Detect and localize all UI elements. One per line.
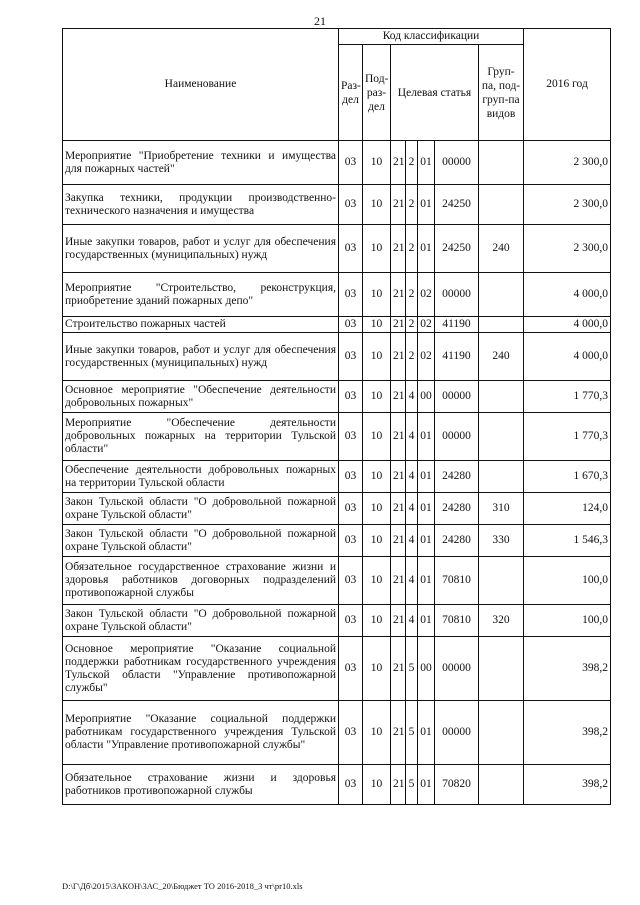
- row-program-code: 21: [391, 413, 406, 461]
- row-section: 03: [339, 141, 363, 185]
- row-subsection: 10: [363, 141, 391, 185]
- row-amount: 2 300,0: [524, 185, 611, 225]
- row-program-code: 21: [391, 701, 406, 765]
- row-subprogram-code: 4: [406, 525, 418, 557]
- row-event-code: 01: [418, 461, 435, 493]
- budget-table: [62, 28, 611, 805]
- row-section: 03: [339, 525, 363, 557]
- row-expense-group: [479, 413, 524, 461]
- row-program-code: 21: [391, 765, 406, 805]
- row-name: Закон Тульской области "О добровольной пожарной охране Тульской области": [63, 525, 339, 557]
- table-row: [63, 225, 611, 273]
- row-name: Строительство пожарных частей: [63, 317, 339, 333]
- row-event-code: 02: [418, 273, 435, 317]
- row-subsection: 10: [363, 333, 391, 381]
- row-amount: 1 770,3: [524, 381, 611, 413]
- file-path-footer: D:\Г\Дб\2015\ЗАКОН\ЗАС_20\Бюджет ТО 2016-2018_3 чт\pr10.xls: [62, 881, 303, 891]
- row-amount: 398,2: [524, 765, 611, 805]
- row-event-code: 01: [418, 701, 435, 765]
- table-row: [63, 461, 611, 493]
- row-direction-code: 00000: [435, 701, 479, 765]
- row-name: Мероприятие "Обеспечение деятельности добровольных пожарных на территории Тульской области": [63, 413, 339, 461]
- row-direction-code: 70810: [435, 557, 479, 605]
- row-subsection: 10: [363, 525, 391, 557]
- row-name: Мероприятие "Строительство, реконструкция, приобретение зданий пожарных депо": [63, 273, 339, 317]
- row-expense-group: [479, 185, 524, 225]
- row-program-code: 21: [391, 333, 406, 381]
- row-expense-group: 330: [479, 525, 524, 557]
- row-subprogram-code: 2: [406, 141, 418, 185]
- table-row: [63, 525, 611, 557]
- row-section: 03: [339, 381, 363, 413]
- row-amount: 1 670,3: [524, 461, 611, 493]
- row-direction-code: 00000: [435, 413, 479, 461]
- row-amount: 1 770,3: [524, 413, 611, 461]
- row-program-code: 21: [391, 557, 406, 605]
- row-name: Мероприятие "Приобретение техники и имущества для пожарных частей": [63, 141, 339, 185]
- row-expense-group: [479, 637, 524, 701]
- table-row: [63, 637, 611, 701]
- row-program-code: 21: [391, 317, 406, 333]
- table-row: [63, 333, 611, 381]
- row-event-code: 01: [418, 605, 435, 637]
- row-subsection: 10: [363, 557, 391, 605]
- row-expense-group: [479, 317, 524, 333]
- row-subsection: 10: [363, 225, 391, 273]
- row-expense-group: [479, 141, 524, 185]
- table-row: [63, 273, 611, 317]
- row-name: Обязательное страхование жизни и здоровья работников противопожарной службы: [63, 765, 339, 805]
- row-program-code: 21: [391, 637, 406, 701]
- row-amount: 1 546,3: [524, 525, 611, 557]
- row-program-code: 21: [391, 525, 406, 557]
- row-amount: 398,2: [524, 701, 611, 765]
- row-amount: 2 300,0: [524, 141, 611, 185]
- row-event-code: 02: [418, 333, 435, 381]
- row-section: 03: [339, 317, 363, 333]
- row-program-code: 21: [391, 185, 406, 225]
- row-direction-code: 41190: [435, 333, 479, 381]
- header-subsection: Под-раз-дел: [363, 45, 391, 141]
- header-section: Раз-дел: [339, 45, 363, 141]
- row-subsection: 10: [363, 701, 391, 765]
- row-subprogram-code: 4: [406, 381, 418, 413]
- row-section: 03: [339, 765, 363, 805]
- row-direction-code: 24280: [435, 493, 479, 525]
- row-expense-group: [479, 765, 524, 805]
- row-section: 03: [339, 273, 363, 317]
- row-direction-code: 70810: [435, 605, 479, 637]
- row-direction-code: 24250: [435, 225, 479, 273]
- row-event-code: 01: [418, 225, 435, 273]
- row-subsection: 10: [363, 273, 391, 317]
- row-expense-group: [479, 381, 524, 413]
- row-program-code: 21: [391, 273, 406, 317]
- row-name: Закон Тульской области "О добровольной пожарной охране Тульской области": [63, 605, 339, 637]
- page-number: 21: [314, 14, 326, 28]
- header-year: 2016 год: [524, 29, 611, 141]
- row-program-code: 21: [391, 605, 406, 637]
- row-event-code: 02: [418, 317, 435, 333]
- row-name: Мероприятие "Оказание социальной поддержки работникам государственного учреждения Тульской области "Управление противопожарной службы": [63, 701, 339, 765]
- row-direction-code: 00000: [435, 141, 479, 185]
- row-subsection: 10: [363, 381, 391, 413]
- row-section: 03: [339, 185, 363, 225]
- row-subprogram-code: 2: [406, 317, 418, 333]
- row-subprogram-code: 4: [406, 413, 418, 461]
- row-name: Закон Тульской области "О добровольной пожарной охране Тульской области": [63, 493, 339, 525]
- row-expense-group: 240: [479, 225, 524, 273]
- row-program-code: 21: [391, 225, 406, 273]
- row-subprogram-code: 2: [406, 185, 418, 225]
- row-amount: 4 000,0: [524, 333, 611, 381]
- row-name: Обеспечение деятельности добровольных пожарных на территории Тульской области: [63, 461, 339, 493]
- row-expense-group: 240: [479, 333, 524, 381]
- row-subsection: 10: [363, 637, 391, 701]
- row-program-code: 21: [391, 461, 406, 493]
- table-row: [63, 381, 611, 413]
- table-row: [63, 317, 611, 333]
- row-subsection: 10: [363, 461, 391, 493]
- row-subsection: 10: [363, 493, 391, 525]
- row-amount: 2 300,0: [524, 225, 611, 273]
- row-amount: 4 000,0: [524, 317, 611, 333]
- table-row: [63, 557, 611, 605]
- row-subprogram-code: 2: [406, 333, 418, 381]
- row-expense-group: [479, 557, 524, 605]
- row-event-code: 01: [418, 493, 435, 525]
- row-name: Основное мероприятие "Обеспечение деятельности добровольных пожарных": [63, 381, 339, 413]
- row-section: 03: [339, 225, 363, 273]
- row-direction-code: 70820: [435, 765, 479, 805]
- row-section: 03: [339, 605, 363, 637]
- row-name: Иные закупки товаров, работ и услуг для обеспечения государственных (муниципальных) нужд: [63, 225, 339, 273]
- row-subprogram-code: 4: [406, 493, 418, 525]
- row-subprogram-code: 5: [406, 765, 418, 805]
- row-amount: 124,0: [524, 493, 611, 525]
- row-expense-group: [479, 461, 524, 493]
- row-subprogram-code: 2: [406, 225, 418, 273]
- table-row: [63, 141, 611, 185]
- row-program-code: 21: [391, 141, 406, 185]
- row-direction-code: 41190: [435, 317, 479, 333]
- row-expense-group: 310: [479, 493, 524, 525]
- row-subsection: 10: [363, 317, 391, 333]
- header-target-article: Целевая статья: [391, 45, 479, 141]
- header-classification: Код классификации: [339, 29, 524, 45]
- row-direction-code: 24250: [435, 185, 479, 225]
- row-section: 03: [339, 333, 363, 381]
- row-subprogram-code: 5: [406, 701, 418, 765]
- row-section: 03: [339, 461, 363, 493]
- row-subprogram-code: 2: [406, 273, 418, 317]
- row-event-code: 01: [418, 413, 435, 461]
- row-direction-code: 00000: [435, 637, 479, 701]
- row-name: Основное мероприятие "Оказание социальной поддержки работникам государственного учреждения Тульской области "Управление противопожарной службы": [63, 637, 339, 701]
- row-amount: 398,2: [524, 637, 611, 701]
- row-subsection: 10: [363, 185, 391, 225]
- row-event-code: 01: [418, 141, 435, 185]
- table-row: [63, 765, 611, 805]
- row-event-code: 01: [418, 765, 435, 805]
- row-event-code: 01: [418, 525, 435, 557]
- table-row: [63, 185, 611, 225]
- table-row: [63, 413, 611, 461]
- row-section: 03: [339, 701, 363, 765]
- row-name: Обязательное государственное страхование жизни и здоровья работников договорных подразделений противопожарной службы: [63, 557, 339, 605]
- row-event-code: 01: [418, 185, 435, 225]
- row-program-code: 21: [391, 381, 406, 413]
- row-amount: 100,0: [524, 605, 611, 637]
- row-subprogram-code: 5: [406, 637, 418, 701]
- row-name: Закупка техники, продукции производственно-технического назначения и имущества: [63, 185, 339, 225]
- row-direction-code: 24280: [435, 461, 479, 493]
- row-subsection: 10: [363, 765, 391, 805]
- row-subprogram-code: 4: [406, 461, 418, 493]
- row-direction-code: 00000: [435, 273, 479, 317]
- row-subprogram-code: 4: [406, 605, 418, 637]
- row-section: 03: [339, 557, 363, 605]
- row-event-code: 00: [418, 637, 435, 701]
- table-row: [63, 493, 611, 525]
- row-event-code: 00: [418, 381, 435, 413]
- row-amount: 100,0: [524, 557, 611, 605]
- row-program-code: 21: [391, 493, 406, 525]
- row-subsection: 10: [363, 605, 391, 637]
- row-expense-group: [479, 273, 524, 317]
- header-expense-group: Груп-па, под-груп-па видов: [479, 45, 524, 141]
- table-row: [63, 701, 611, 765]
- row-amount: 4 000,0: [524, 273, 611, 317]
- row-event-code: 01: [418, 557, 435, 605]
- row-section: 03: [339, 493, 363, 525]
- row-direction-code: 24280: [435, 525, 479, 557]
- row-direction-code: 00000: [435, 381, 479, 413]
- row-expense-group: 320: [479, 605, 524, 637]
- row-section: 03: [339, 637, 363, 701]
- header-name: Наименование: [63, 29, 339, 141]
- row-expense-group: [479, 701, 524, 765]
- row-name: Иные закупки товаров, работ и услуг для обеспечения государственных (муниципальных) нужд: [63, 333, 339, 381]
- row-subsection: 10: [363, 413, 391, 461]
- row-subprogram-code: 4: [406, 557, 418, 605]
- row-section: 03: [339, 413, 363, 461]
- table-row: [63, 605, 611, 637]
